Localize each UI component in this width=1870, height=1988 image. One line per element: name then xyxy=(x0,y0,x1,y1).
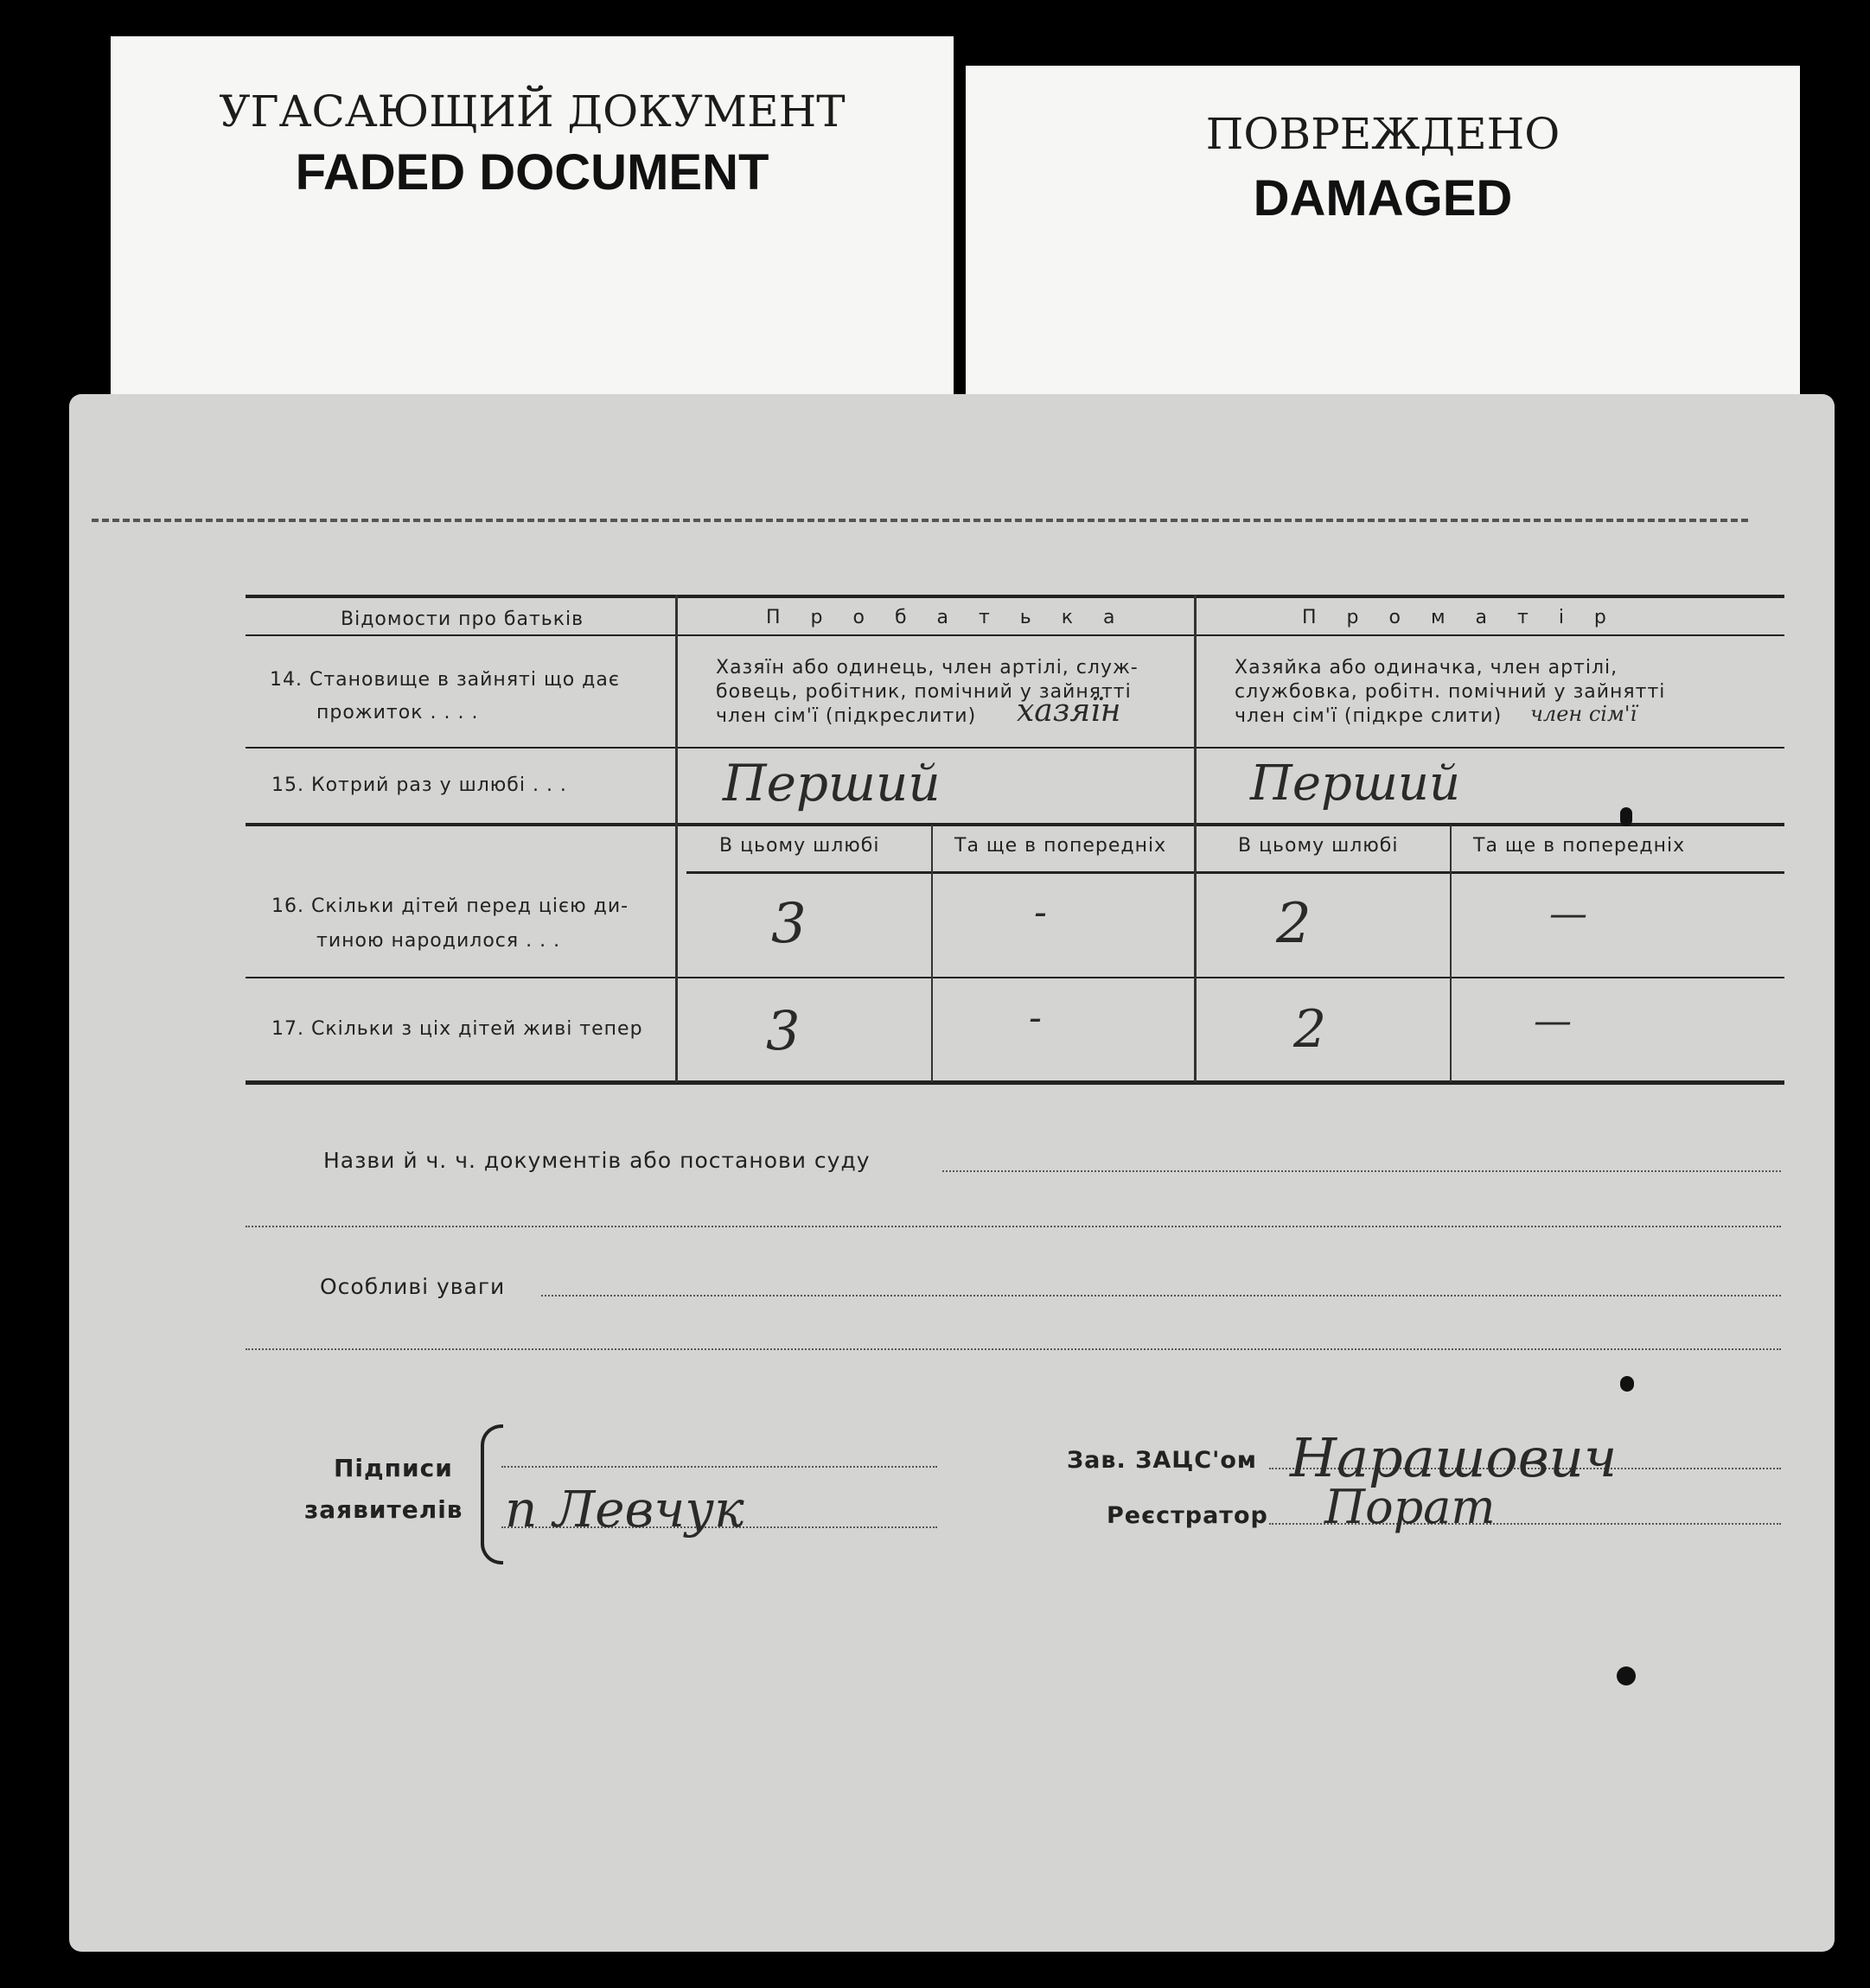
faded-card-english-text: FADED DOCUMENT xyxy=(295,144,769,201)
row14-mother-line3: член сім'ї (підкре слити) xyxy=(1235,705,1503,727)
row17-mother-previous: — xyxy=(1534,999,1572,1043)
row14-father-line3: член сім'ї (підкреслити) xyxy=(716,705,977,727)
applicant-signature: п Левчук xyxy=(505,1480,744,1539)
documents-label: Назви й ч. ч. документів або постанови суду xyxy=(323,1148,871,1173)
table-top-rule xyxy=(246,595,1784,598)
header-mother: П р о м а т і р xyxy=(1302,607,1618,628)
row14-father-line1: Хазяїн або одинець, член артілі, служ- xyxy=(716,657,1139,679)
row16-father-previous: - xyxy=(1034,890,1047,934)
damaged-card-russian-text: ПОВРЕЖДЕНО xyxy=(1205,109,1560,159)
signatures-label-line1: Підписи xyxy=(334,1454,453,1482)
head-signature: Нарашович xyxy=(1290,1426,1618,1489)
table-bottom-rule xyxy=(246,1080,1784,1085)
row17-mother-this: 2 xyxy=(1293,999,1327,1060)
row17-father-previous: - xyxy=(1029,996,1042,1040)
header-parents-info: Відомости про батьків xyxy=(341,609,584,630)
damaged-card-english-text: DAMAGED xyxy=(1253,170,1513,226)
registrar-label: Реєстратор xyxy=(1107,1502,1268,1529)
documents-dotted-line-2 xyxy=(246,1226,1781,1227)
faded-document-card xyxy=(111,36,954,417)
row16-mother-previous: — xyxy=(1549,892,1587,936)
row16-label-line1: 16. Скільки дітей перед цією ди- xyxy=(271,895,629,917)
notes-label: Особливі уваги xyxy=(320,1274,506,1299)
col-divider-mother-sub xyxy=(1450,825,1452,1082)
row14-label-line2: прожиток . . . . xyxy=(316,702,479,723)
notes-dotted-line xyxy=(541,1295,1781,1297)
row14-father-handwriting: хазяїн xyxy=(1017,693,1121,729)
signatures-brace xyxy=(481,1424,503,1564)
row15-father-handwriting: Перший xyxy=(723,754,941,812)
header-father: П р о б а т ь к а xyxy=(766,607,1127,628)
signatures-label-line2: заявителів xyxy=(304,1495,463,1524)
row15-rule xyxy=(246,823,1784,826)
punch-hole xyxy=(1617,1666,1636,1685)
row15-label: 15. Котрий раз у шлюбі . . . xyxy=(271,774,567,796)
subheader-father-this-marriage: В цьому шлюбі xyxy=(719,835,880,857)
punch-mark xyxy=(1620,807,1632,826)
row14-father-line2: бовець, робітник, помічний у зайнятті xyxy=(716,681,1132,703)
row14-rule xyxy=(246,747,1784,749)
row16-label-line2: тиною народилося . . . xyxy=(316,930,561,952)
damaged-document-card xyxy=(966,66,1800,446)
row15-mother-handwriting: Перший xyxy=(1250,755,1461,812)
registry-sheet xyxy=(69,394,1835,1952)
head-label: Зав. ЗАЦС'ом xyxy=(1067,1447,1257,1474)
faded-card-russian-text: УГАСАЮЩИЙ ДОКУМЕНТ xyxy=(219,86,846,137)
row16-mother-this: 2 xyxy=(1276,892,1312,956)
subheader-father-previous: Та ще в попередніх xyxy=(954,835,1167,857)
row14-mother-line2: службовка, робітн. помічний у зайнятті xyxy=(1235,681,1666,703)
row17-father-this: 3 xyxy=(766,999,801,1062)
row14-mother-line1: Хазяйка або одиначка, член артілі, xyxy=(1235,657,1618,679)
table-header-rule xyxy=(246,634,1784,636)
row16-rule xyxy=(246,977,1784,978)
col-divider-parents xyxy=(1194,595,1197,1082)
col-divider-father-sub xyxy=(931,825,933,1082)
signature-dotted-line-1 xyxy=(501,1466,937,1468)
row17-label: 17. Скільки з ціх дітей живі тепер xyxy=(271,1018,643,1040)
row14-label-line1: 14. Становище в зайняті що дає xyxy=(270,669,620,691)
registrar-signature: Порат xyxy=(1324,1480,1496,1534)
documents-dotted-line xyxy=(942,1170,1781,1172)
notes-dotted-line-2 xyxy=(246,1348,1781,1350)
punch-mark xyxy=(1620,1376,1634,1392)
subheader-rule xyxy=(686,871,1784,874)
col-divider-label xyxy=(675,595,678,1082)
subheader-mother-this-marriage: В цьому шлюбі xyxy=(1238,835,1399,857)
row16-father-this: 3 xyxy=(771,892,807,956)
perforation-line xyxy=(92,519,1748,522)
subheader-mother-previous: Та ще в попередніх xyxy=(1473,835,1686,857)
row14-mother-handwriting: член сім'ї xyxy=(1530,702,1637,726)
